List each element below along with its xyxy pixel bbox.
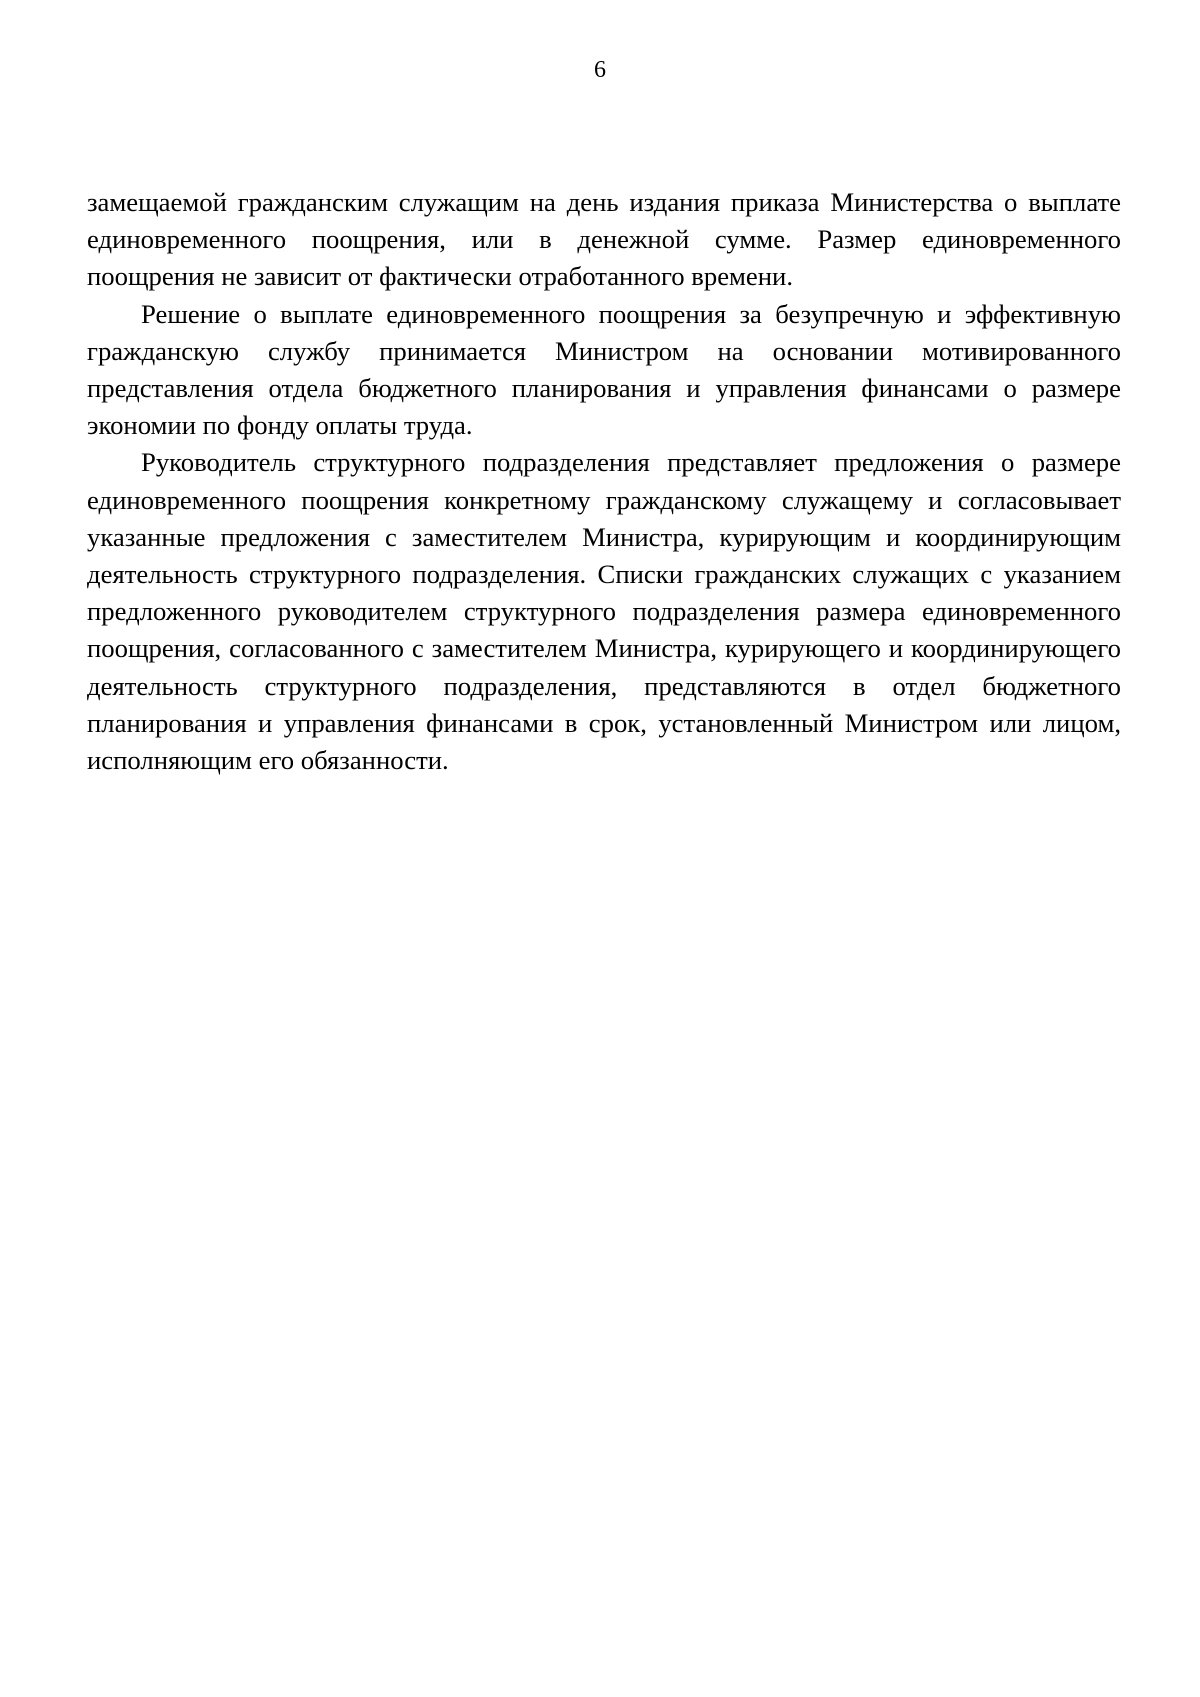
page-number: 6 xyxy=(594,57,606,83)
document-body xyxy=(87,184,1121,779)
paragraph-head-proposals: Руководитель структурного подразделения представляет предложения о размере единовременного поощрения конкретному гражданскому служащему и согласовывает указанные предложения с заместителем Министра, курирующим и координирующим деятельность структурного подразделения. Списки гражданских служащих с указанием предложенного руководителем структурного подразделения размера единовременного поощрения, согласованного с заместителем Министра, курирующего и координирующего деятельность структурного подразделения, представляются в отдел бюджетного планирования и управления финансами в срок, установленный Министром или лицом, исполняющим его обязанности. xyxy=(87,447,1121,776)
paragraph-continuation: замещаемой гражданским служащим на день издания приказа Министерства о выплате единовременного поощрения, или в денежной сумме. Размер единовременного поощрения не зависит от фактически отработанного времени. xyxy=(87,187,1121,292)
paragraph-decision: Решение о выплате единовременного поощрения за безупречную и эффективную гражданскую службу принимается Министром на основании мотивированного представления отдела бюджетного планирования и управления финансами о размере экономии по фонду оплаты труда. xyxy=(87,298,1121,441)
